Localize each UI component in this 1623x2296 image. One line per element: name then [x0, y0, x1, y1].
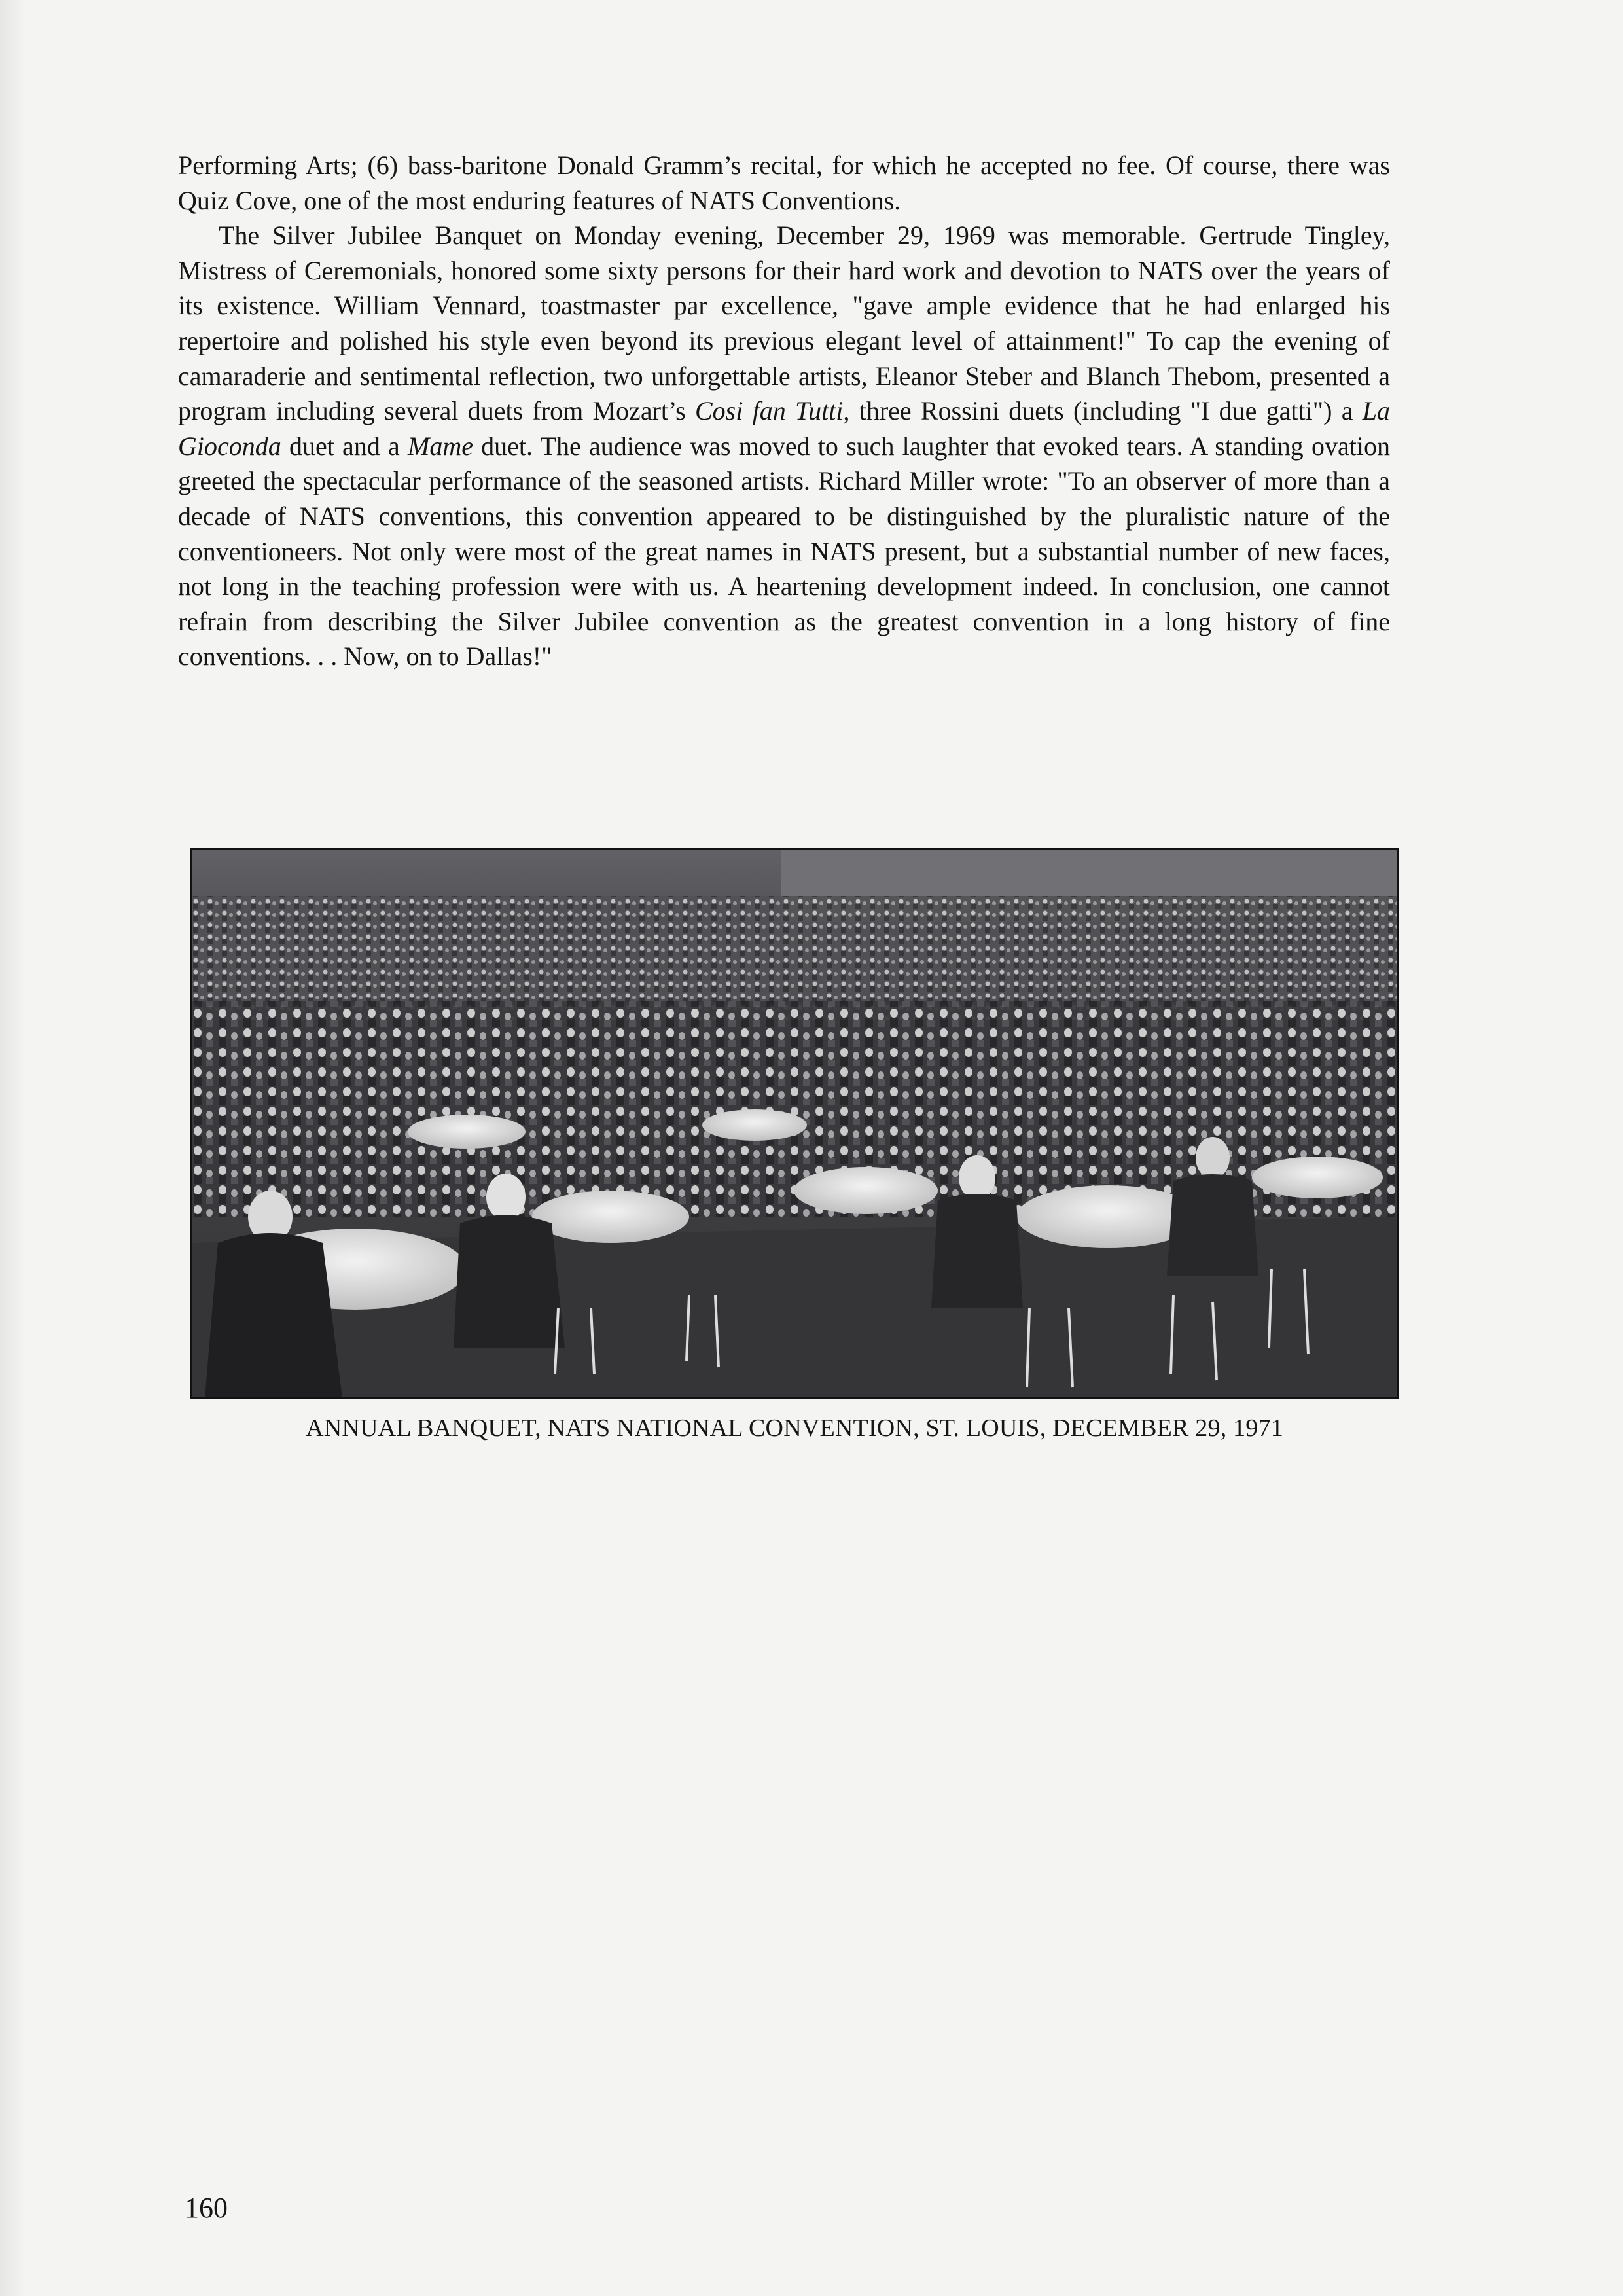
paragraph-2 [178, 218, 1390, 674]
photo-caption: ANNUAL BANQUET, NATS NATIONAL CONVENTION, ST. LOUIS, DECEMBER 29, 1971 [306, 1414, 1283, 1442]
paragraph-1: Performing Arts; (6) bass-baritone Donald Gramm’s recital, for which he accepted no fee. Of course, there was Quiz Cove, one of the most enduring features of NATS Conventions. [178, 151, 1390, 215]
paragraph-2-text-c: duet and a [281, 431, 408, 461]
paragraph-2-text-d: duet. The audience was moved to such laughter that evoked tears. A standing ovation greeted the spectacular performance of the seasoned artists. Richard Miller wrote: "To an observer of more than a decade of NATS conventions, this convention appeared to be distinguished by the pluralistic nature of the conventioneers. Not only were most of the great names in NATS present, but a substantial number of new faces, not long in the teaching profession were with us. A heartening development indeed. In conclusion, one cannot refrain from describing the Silver Jubilee convention as the greatest convention in a long history of fine conventions. . . Now, on to Dallas!" [178, 431, 1390, 672]
musical-title-mame: Mame [408, 431, 473, 461]
page-number: 160 [185, 2192, 228, 2224]
opera-title-la-gioconda: La Gioconda [178, 396, 1390, 461]
banquet-photo [190, 848, 1399, 1399]
paragraph-2-text-a: The Silver Jubilee Banquet on Monday evening, December 29, 1969 was memorable. Gertrude Tingley, Mistress of Ceremonials, honored some sixty persons for their hard work and devotion to NATS over the years of its existence. William Vennard, toastmaster par excellence, "gave ample evidence that he had enlarged his repertoire and polished his style even beyond its previous elegant level of attainment!" To cap the evening of camaraderie and sentimental reflection, two unforgettable artists, Eleanor Steber and Blanch Thebom, presented a program including several duets from Mozart’s [178, 221, 1390, 426]
paragraph-2-text-b: , three Rossini duets (including "I due gatti") a [843, 396, 1363, 426]
opera-title-cosi-fan-tutti: Cosi fan Tutti [694, 396, 844, 426]
page-edge-shadow [0, 0, 26, 2296]
banquet-photo-image [192, 850, 1397, 1397]
body-text [178, 148, 1390, 674]
